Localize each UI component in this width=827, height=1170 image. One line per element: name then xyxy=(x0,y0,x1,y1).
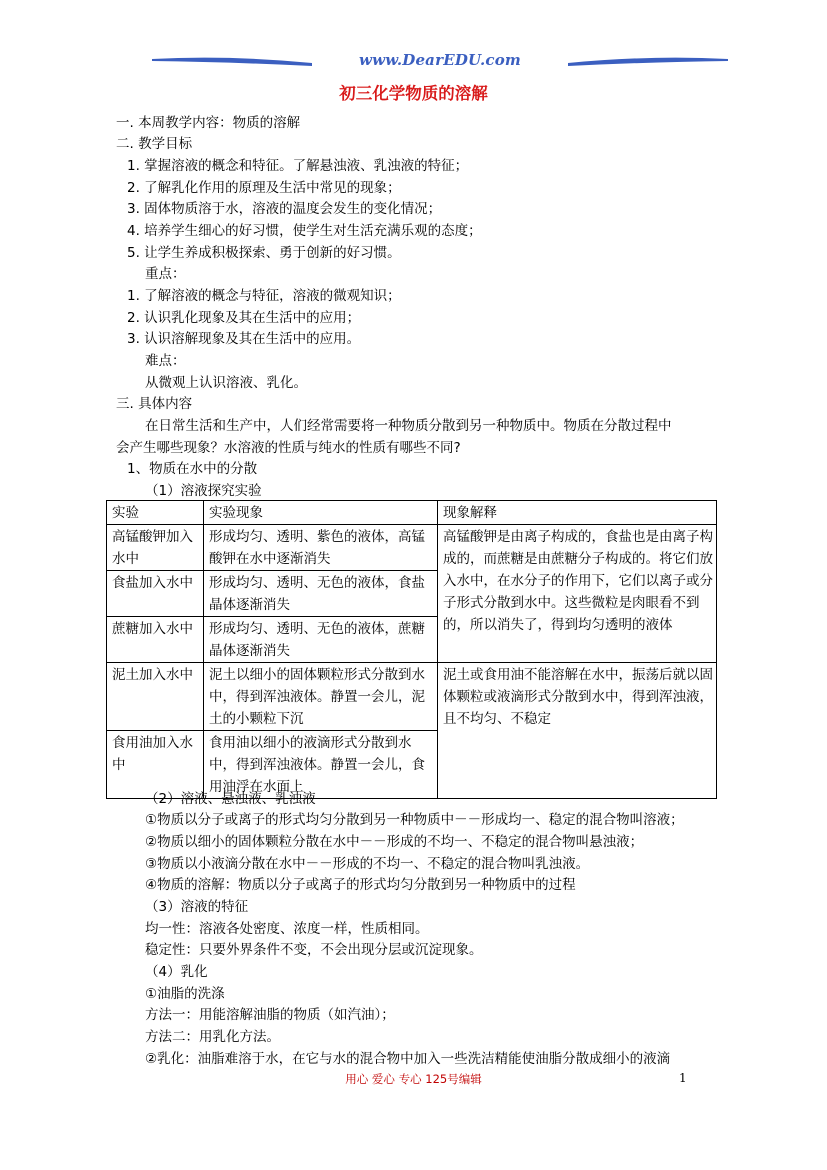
page-footer: 用心 爱心 专心 125号编辑 xyxy=(345,1072,482,1086)
list-item: 3. 固体物质溶于水，溶液的温度会发生的变化情况； xyxy=(127,201,442,217)
paragraph: 在日常生活和生产中，人们经常需要将一种物质分散到另一种物质中。物质在分散过程中 xyxy=(145,418,672,434)
experiment-table xyxy=(106,500,717,799)
table-cell: 形成均匀、透明、无色的液体，蔗糖晶体逐渐消失 xyxy=(204,617,438,663)
subheading: （4）乳化 xyxy=(145,964,208,980)
subheading: （1）溶液探究实验 xyxy=(145,483,262,499)
paragraph: ②乳化：油脂难溶于水，在它与水的混合物中加入一些洗洁精能使油脂分散成细小的液滴 xyxy=(145,1051,671,1067)
table-row xyxy=(107,525,717,571)
paragraph: ①油脂的洗涤 xyxy=(145,986,225,1002)
list-item: 2. 了解乳化作用的原理及生活中常见的现象； xyxy=(127,180,401,196)
list-item: 1. 掌握溶液的概念和特征。了解悬浊液、乳浊液的特征； xyxy=(127,158,469,174)
table-header: 实验现象 xyxy=(204,501,438,525)
list-item: 5. 让学生养成积极探索、勇于创新的好习惯。 xyxy=(127,245,401,261)
subheading: 1、物质在水中的分散 xyxy=(127,461,258,477)
table-cell: 形成均匀、透明、无色的液体，食盐晶体逐渐消失 xyxy=(204,571,438,617)
table-cell: 高锰酸钾加入水中 xyxy=(107,525,204,571)
section-heading: 三. 具体内容 xyxy=(116,396,193,412)
table-cell: 泥土或食用油不能溶解在水中，振荡后就以固体颗粒或液滴形式分散到水中，得到浑浊液，且不均匀、不稳定 xyxy=(438,663,717,799)
table-header-row xyxy=(107,501,717,525)
table-cell: 泥土以细小的固体颗粒形式分散到水中，得到浑浊液体。静置一会儿，泥土的小颗粒下沉 xyxy=(204,663,438,731)
subheading: 难点： xyxy=(145,353,186,369)
paragraph: 均一性：溶液各处密度、浓度一样，性质相同。 xyxy=(145,921,429,937)
page-title: 初三化学物质的溶解 xyxy=(339,84,488,103)
list-item: 4. 培养学生细心的好习惯，使学生对生活充满乐观的态度； xyxy=(127,223,482,239)
table-cell: 食用油以细小的液滴形式分散到水中，得到浑浊液体。静置一会儿，食用油浮在水面上 xyxy=(204,731,438,799)
paragraph: 从微观上认识溶液、乳化。 xyxy=(145,375,307,391)
table-header: 现象解释 xyxy=(438,501,717,525)
subheading: （3）溶液的特征 xyxy=(145,899,249,915)
definition: ④物质的溶解：物质以分子或离子的形式均匀分散到另一种物质中的过程 xyxy=(145,877,576,893)
paragraph: 会产生哪些现象？水溶液的性质与纯水的性质有哪些不同? xyxy=(116,440,461,456)
list-item: 3. 认识溶解现象及其在生活中的应用。 xyxy=(127,331,361,347)
definition: ①物质以分子或离子的形式均匀分散到另一种物质中－－形成均一、稳定的混合物叫溶液； xyxy=(145,812,684,828)
table-row xyxy=(107,663,717,731)
list-item: 1. 了解溶液的概念与特征，溶液的微观知识； xyxy=(127,288,401,304)
site-header xyxy=(150,50,730,74)
paragraph: 方法二：用乳化方法。 xyxy=(145,1029,280,1045)
table-cell: 食盐加入水中 xyxy=(107,571,204,617)
table-cell: 蔗糖加入水中 xyxy=(107,617,204,663)
section-heading: 二. 教学目标 xyxy=(116,136,193,152)
table-cell: 食用油加入水中 xyxy=(107,731,204,799)
table-cell: 泥土加入水中 xyxy=(107,663,204,731)
subheading: 重点： xyxy=(145,266,186,282)
paragraph: 方法一：用能溶解油脂的物质（如汽油）； xyxy=(145,1007,395,1023)
table-cell: 高锰酸钾是由离子构成的，食盐也是由离子构成的，而蔗糖是由蔗糖分子构成的。将它们放入水中，在水分子的作用下，它们以离子或分子形式分散到水中。这些微粒是肉眼看不到的，所以消失了，得到均匀透明的液体 xyxy=(438,525,717,663)
section-heading: 一. 本周教学内容：物质的溶解 xyxy=(116,115,301,131)
paragraph: 稳定性：只要外界条件不变，不会出现分层或沉淀现象。 xyxy=(145,942,483,958)
site-url[interactable]: www.DearEDU.com xyxy=(358,51,521,69)
page-number: 1 xyxy=(679,1071,687,1085)
list-item: 2. 认识乳化现象及其在生活中的应用； xyxy=(127,310,361,326)
table-cell: 形成均匀、透明、紫色的液体，高锰酸钾在水中逐渐消失 xyxy=(204,525,438,571)
definition: ②物质以细小的固体颗粒分散在水中－－形成的不均一、不稳定的混合物叫悬浊液； xyxy=(145,834,644,850)
definition: ③物质以小液滴分散在水中－－形成的不均一、不稳定的混合物叫乳浊液。 xyxy=(145,856,590,872)
subheading: （2）溶液、悬浊液、乳浊液 xyxy=(145,791,316,807)
table-header: 实验 xyxy=(107,501,204,525)
